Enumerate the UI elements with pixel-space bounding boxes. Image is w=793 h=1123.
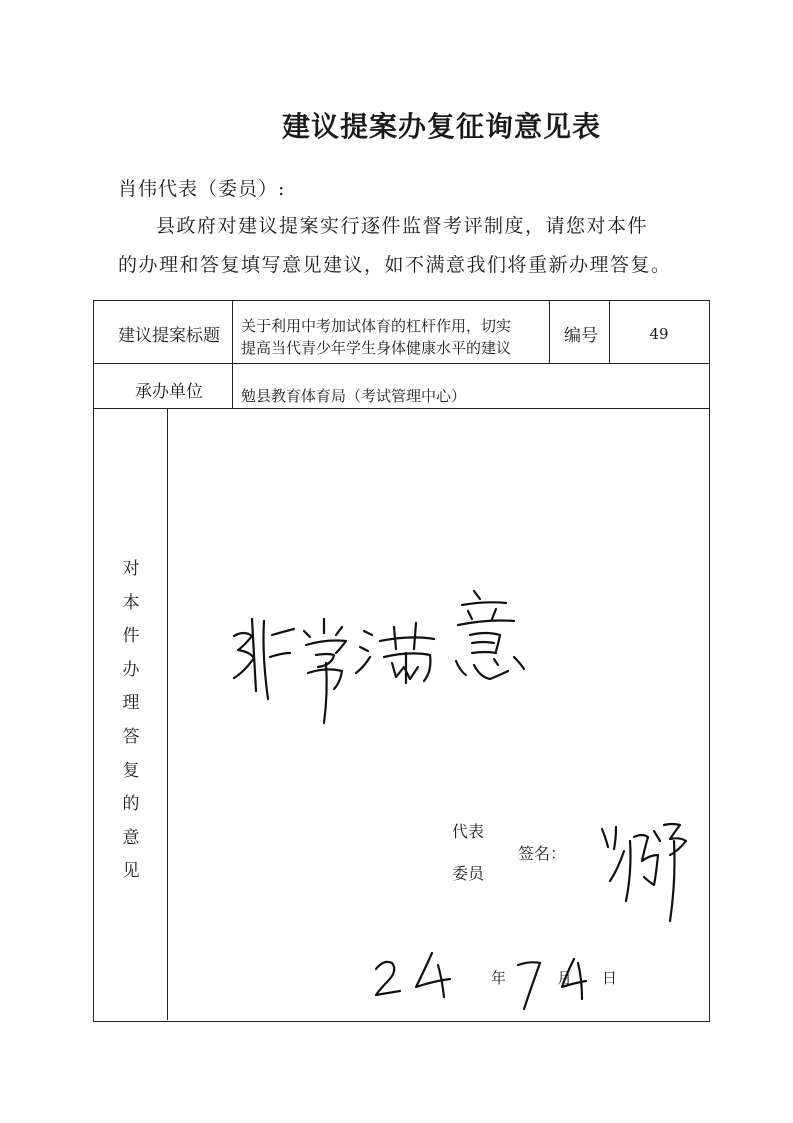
opinion-label-char: 意 bbox=[122, 827, 140, 848]
date-year-char: 年 bbox=[491, 969, 507, 987]
opinion-label-char: 理 bbox=[122, 693, 140, 714]
intro-line-2: 的办理和答复填写意见建议，如不满意我们将重新办理答复。 bbox=[118, 254, 672, 276]
intro-paragraph bbox=[118, 207, 718, 285]
date-day-char: 日 bbox=[602, 969, 618, 987]
opinion-label-char: 对 bbox=[122, 559, 140, 579]
representative-label: 代表 bbox=[452, 822, 485, 841]
member-label: 委员 bbox=[452, 864, 485, 883]
opinion-label-char: 办 bbox=[122, 659, 140, 680]
opinion-label-char: 见 bbox=[122, 861, 140, 882]
handling-unit-value: 勉县教育体育局（考试管理中心） bbox=[241, 387, 467, 405]
opinion-label-char: 本 bbox=[122, 592, 140, 613]
opinion-label-char: 复 bbox=[122, 760, 140, 781]
number-value: 49 bbox=[649, 325, 669, 343]
document-title: 建议提案办复征询意见表 bbox=[281, 110, 601, 143]
number-label: 编号 bbox=[564, 326, 598, 346]
opinion-label-char: 件 bbox=[122, 626, 140, 647]
handwritten-opinion bbox=[94, 301, 709, 1021]
date-month-char: 月 bbox=[557, 969, 573, 987]
proposal-title-line-1: 关于利用中考加试体育的杠杆作用，切实 bbox=[241, 317, 512, 335]
handling-unit-label: 承办单位 bbox=[135, 382, 203, 402]
opinion-label-char: 的 bbox=[122, 794, 140, 815]
proposal-title-line-2: 提高当代青少年学生身体健康水平的建议 bbox=[241, 339, 512, 357]
signature-label: 签名： bbox=[518, 844, 567, 863]
proposal-title-label: 建议提案标题 bbox=[118, 326, 220, 346]
salutation: 肖伟代表（委员）: bbox=[118, 178, 286, 200]
feedback-form-table bbox=[93, 300, 710, 1022]
opinion-label-char: 答 bbox=[122, 726, 140, 747]
intro-line-1: 县政府对建议提案实行逐件监督考评制度，请您对本件 bbox=[156, 215, 649, 237]
